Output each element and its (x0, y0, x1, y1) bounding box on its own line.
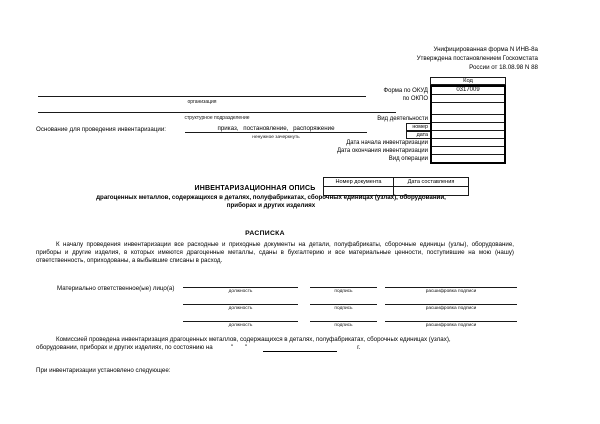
commission-line-1: Комиссией проведена инвентаризация драгоценных металлов, содержащихся в деталях, полуфабрикатах, сборочных единицах (узлах), (56, 336, 451, 343)
basis-label: Основание для проведения инвентаризации: (36, 126, 167, 133)
approval-line-1: Унифицированная форма N ИНВ-8а (433, 46, 538, 53)
day-close-quote: " (244, 344, 248, 351)
organization-caption: организация (187, 98, 217, 105)
organization-input-line[interactable] (38, 89, 366, 97)
code-box (430, 85, 506, 164)
commission-line-2 (36, 344, 526, 352)
field-order-date[interactable] (432, 131, 504, 139)
established-label: При инвентаризации установлено следующее: (36, 367, 171, 374)
field-empty-code[interactable] (432, 103, 504, 115)
transcript-caption: расшифровка подписи (425, 306, 477, 311)
signature-row (183, 300, 523, 315)
month-input-line[interactable] (263, 345, 337, 352)
subdivision-caption: структурное подразделение (184, 114, 250, 121)
form-subtitle: драгоценных металлов, содержащихся в деталях, полуфабрикатах, сборочных единицах (узлах), оборудовании, приборах и других изделиях (96, 194, 446, 209)
year-suffix: г. (357, 344, 361, 351)
position-caption: должность (228, 323, 253, 328)
position-caption: должность (228, 289, 253, 294)
signature-caption: подпись (334, 306, 353, 311)
subdivision-input-line[interactable] (38, 105, 396, 113)
transcript-caption: расшифровка подписи (425, 323, 477, 328)
field-inventory-end-date[interactable] (432, 147, 504, 155)
label-okud: Форма по ОКУД (383, 88, 428, 94)
day-open-quote: " (230, 344, 233, 351)
receipt-heading: РАСПИСКА (245, 230, 285, 237)
signature-caption: подпись (334, 289, 353, 294)
label-date: дата (406, 131, 430, 139)
form-approval-block (298, 45, 538, 72)
signature-row (183, 317, 523, 332)
commission-line-2-text: оборудовании, приборах и других изделиях, по состоянию на (36, 344, 213, 351)
field-inventory-start-date[interactable] (432, 139, 504, 147)
responsible-persons-label: Материально ответственное(ые) лицо(а) (57, 285, 175, 292)
field-okud-code[interactable]: 0317009 (432, 87, 504, 95)
field-activity-code[interactable] (432, 115, 504, 123)
label-number: номер (406, 123, 430, 131)
label-okpo: по ОКПО (402, 96, 428, 102)
receipt-paragraph: К началу проведения инвентаризации все расходные и приходные документы на детали, полуфабрикаты, сборочные единицы (узлы), оборудование, приборы и другие изделия, в которых имеются драгоценные металлы, сданы в бухгалтерию и все материальные ценности, поступившие на мою (нашу) ответственность, оприходованы, а выбывшие списаны в расход. (36, 241, 514, 264)
approval-line-2: Утверждена постановлением Госкомстата (416, 55, 538, 62)
label-operation-type: Вид операции (388, 156, 428, 162)
signature-caption: подпись (334, 323, 353, 328)
label-inventory-end-date: Дата окончания инвентаризации (336, 148, 428, 154)
form-title: ИНВЕНТАРИЗАЦИОННАЯ ОПИСЬ (194, 185, 316, 192)
code-column-header: Код (430, 77, 506, 85)
signature-row (183, 283, 523, 298)
basis-options-line[interactable]: приказ, постановление, распоряжение (185, 125, 367, 133)
document-number-header: Номер документа (323, 177, 394, 187)
transcript-caption: расшифровка подписи (425, 289, 477, 294)
basis-note: ненужное зачеркнуть (252, 134, 300, 140)
label-activity-type: Вид деятельности (377, 116, 428, 122)
document-date-header: Дата составления (394, 177, 469, 187)
label-inventory-start-date: Дата начала инвентаризации (346, 140, 428, 146)
approval-line-3: России от 18.08.98 N 88 (469, 64, 538, 71)
commission-paragraph (36, 336, 526, 352)
field-order-number[interactable] (432, 123, 504, 131)
field-operation-type[interactable] (432, 155, 504, 162)
field-okpo-code[interactable] (432, 95, 504, 103)
position-caption: должность (228, 306, 253, 311)
